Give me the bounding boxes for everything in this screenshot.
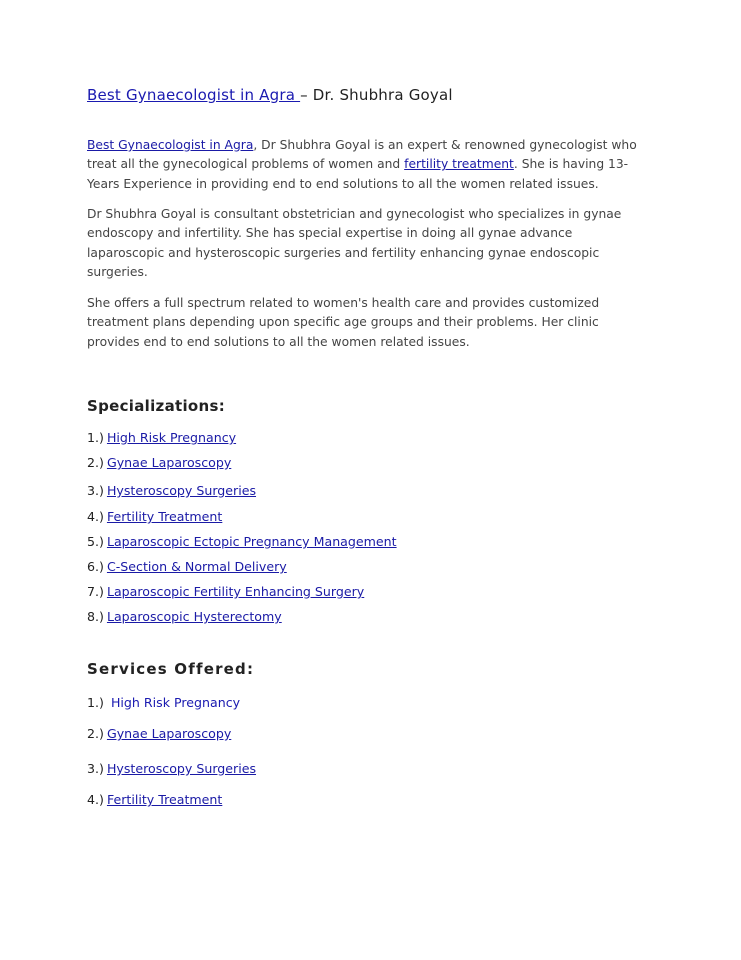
service-link[interactable]: High Risk Pregnancy	[110, 695, 241, 710]
specialization-item	[87, 483, 256, 498]
specialization-link[interactable]: Laparoscopic Hysterectomy	[106, 609, 282, 624]
specialization-link[interactable]: C-Section & Normal Delivery	[106, 559, 287, 574]
title-rest: – Dr. Shubhra Goyal	[300, 86, 453, 104]
service-link[interactable]: Fertility Treatment	[106, 792, 223, 807]
services-heading: Services Offered:	[87, 660, 255, 678]
item-number: 1.)	[87, 430, 104, 445]
item-number: 7.)	[87, 584, 104, 599]
item-number: 6.)	[87, 559, 104, 574]
item-number: 4.)	[87, 509, 104, 524]
specialization-item	[87, 509, 222, 524]
paragraph-consultant: Dr Shubhra Goyal is consultant obstetrician and gynecologist who specializes in gynae endoscopy and infertility. She has special expertise in doing all gynae advance laparoscopic and hysteroscopic surgeries and fertility enhancing gynae endoscopic surgeries.	[87, 207, 622, 279]
title-link[interactable]: Best Gynaecologist in Agra	[87, 86, 301, 104]
specializations-heading: Specializations:	[87, 397, 226, 415]
item-number: 3.)	[87, 761, 104, 776]
paragraph-services: She offers a full spectrum related to women's health care and provides customized treatment plans depending upon specific age groups and their problems. Her clinic provides end to end solutions to all the women related issues.	[87, 296, 600, 349]
specialization-item	[87, 584, 364, 599]
service-item	[87, 792, 222, 807]
specialization-item	[87, 534, 397, 549]
item-number: 1.)	[87, 695, 104, 710]
intro-text-2: . She is having 13-Years Experience in providing end to end solutions to all the women related issues.	[87, 157, 629, 191]
specialization-item	[87, 455, 231, 470]
service-item	[87, 761, 256, 776]
service-item	[87, 695, 240, 710]
item-number: 2.)	[87, 455, 104, 470]
intro-text-1: , Dr Shubhra Goyal is an expert & renowned gynecologist who treat all the gynecological problems of women and	[87, 138, 637, 172]
intro-link-fertility[interactable]: fertility treatment	[404, 157, 514, 172]
specialization-link[interactable]: High Risk Pregnancy	[106, 430, 237, 445]
specialization-item	[87, 559, 287, 574]
specialization-link[interactable]: Hysteroscopy Surgeries	[106, 483, 257, 498]
intro-paragraph	[87, 136, 647, 194]
item-number: 4.)	[87, 792, 104, 807]
service-link[interactable]: Hysteroscopy Surgeries	[106, 761, 257, 776]
service-link[interactable]: Gynae Laparoscopy	[106, 726, 232, 741]
item-number: 3.)	[87, 483, 104, 498]
specialization-link[interactable]: Fertility Treatment	[106, 509, 223, 524]
item-number: 8.)	[87, 609, 104, 624]
item-number: 5.)	[87, 534, 104, 549]
specialization-link[interactable]: Laparoscopic Fertility Enhancing Surgery	[106, 584, 365, 599]
page-title	[87, 86, 453, 104]
specialization-link[interactable]: Laparoscopic Ectopic Pregnancy Management	[106, 534, 397, 549]
specialization-item	[87, 609, 282, 624]
item-number: 2.)	[87, 726, 104, 741]
service-item	[87, 726, 231, 741]
specialization-link[interactable]: Gynae Laparoscopy	[106, 455, 232, 470]
specialization-item	[87, 430, 236, 445]
intro-link-gynaecologist[interactable]: Best Gynaecologist in Agra	[87, 138, 254, 152]
